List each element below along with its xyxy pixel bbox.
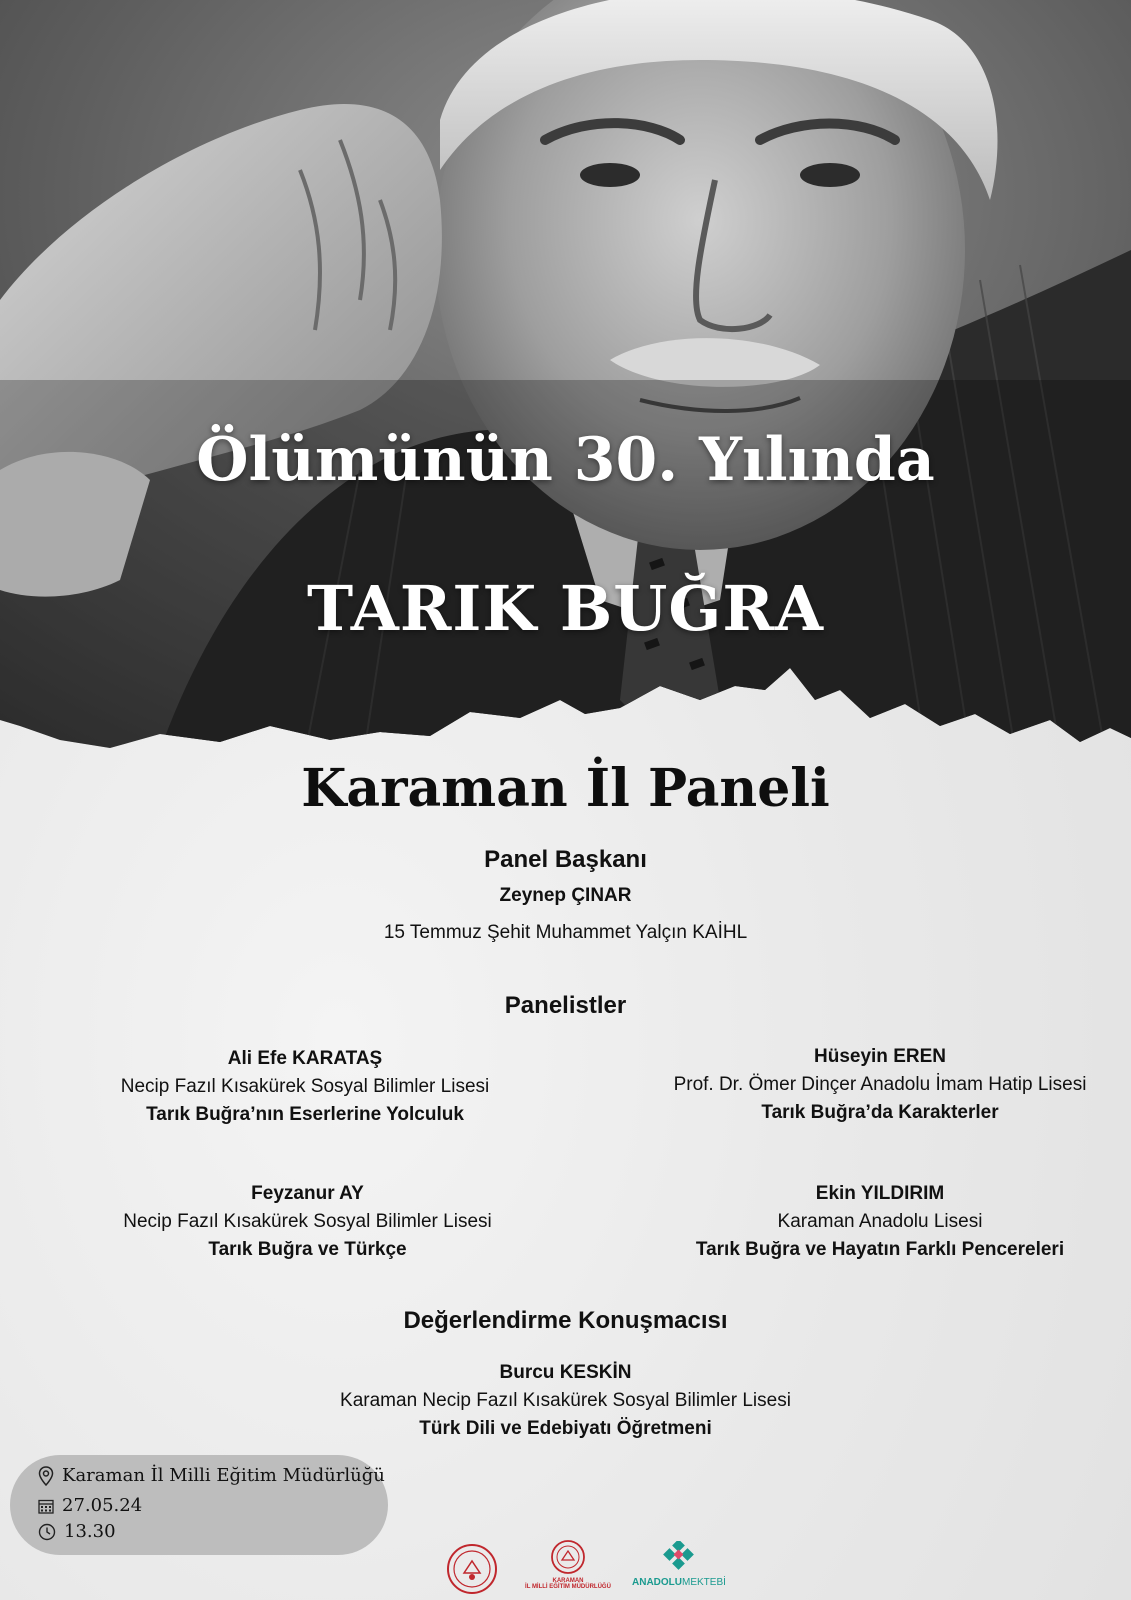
evaluator-role: Türk Dili ve Edebiyatı Öğretmeni bbox=[419, 1418, 712, 1439]
panelist-topic: Tarık Buğra ve Hayatın Farklı Pencereleri bbox=[695, 1239, 1065, 1260]
anadolu-wordmark-light: MEKTEBİ bbox=[682, 1577, 726, 1588]
panelist-name: Ali Efe KARATAŞ bbox=[227, 1048, 383, 1069]
panelist-school: Prof. Dr. Ömer Dinçer Anadolu İmam Hatip Lisesi bbox=[673, 1074, 1087, 1095]
location-row bbox=[38, 1465, 385, 1486]
date-row bbox=[38, 1495, 142, 1516]
panelist-school: Necip Fazıl Kısakürek Sosyal Bilimler Lisesi bbox=[120, 1076, 490, 1097]
date-text: 27.05.24 bbox=[62, 1495, 143, 1516]
calendar-icon bbox=[38, 1498, 54, 1514]
location-text: Karaman İl Milli Eğitim Müdürlüğü bbox=[62, 1465, 385, 1486]
panel-title: Karaman İl Paneli bbox=[301, 758, 830, 819]
time-text: 13.30 bbox=[64, 1521, 116, 1542]
panelist-school: Necip Fazıl Kısakürek Sosyal Bilimler Lisesi bbox=[123, 1211, 492, 1232]
panelist-school: Karaman Anadolu Lisesi bbox=[777, 1211, 983, 1232]
meb-emblem-icon bbox=[446, 1543, 498, 1595]
anadolu-wordmark-bold: ANADOLU bbox=[632, 1577, 682, 1588]
panelist-name: Hüseyin EREN bbox=[814, 1046, 946, 1067]
evaluator-name: Burcu KESKİN bbox=[499, 1362, 632, 1383]
logo-strip bbox=[0, 1535, 1131, 1600]
panelist-topic: Tarık Buğra’nın Eserlerine Yolculuk bbox=[146, 1104, 464, 1125]
karaman-meb-emblem-icon bbox=[550, 1539, 586, 1575]
portrait-photo bbox=[0, 0, 1131, 780]
panelist-topic: Tarık Buğra’da Karakterler bbox=[761, 1102, 999, 1123]
anadolu-mektebi-wordmark bbox=[632, 1577, 726, 1588]
chair-heading: Panel Başkanı bbox=[484, 846, 647, 873]
karaman-meb-caption bbox=[515, 1578, 621, 1590]
karaman-meb-caption-line2: İL MİLLİ EĞİTİM MÜDÜRLÜĞÜ bbox=[525, 1584, 611, 1590]
chair-school: 15 Temmuz Şehit Muhammet Yalçın KAİHL bbox=[383, 922, 748, 943]
panelist-name: Ekin YILDIRIM bbox=[815, 1183, 945, 1204]
karaman-meb-caption-line1: KARAMAN bbox=[552, 1578, 584, 1584]
chair-name: Zeynep ÇINAR bbox=[499, 885, 632, 906]
location-pin-icon bbox=[38, 1466, 54, 1486]
panelist-topic: Tarık Buğra ve Türkçe bbox=[208, 1239, 407, 1260]
anadolu-mektebi-logo-icon bbox=[662, 1541, 696, 1571]
panelists-heading: Panelistler bbox=[504, 992, 627, 1019]
hero-title: TARIK BUĞRA bbox=[307, 572, 824, 645]
evaluator-heading: Değerlendirme Konuşmacısı bbox=[403, 1307, 728, 1334]
hero-subtitle: Ölümünün 30. Yılında bbox=[196, 425, 935, 495]
evaluator-school: Karaman Necip Fazıl Kısakürek Sosyal Bilimler Lisesi bbox=[340, 1390, 791, 1411]
panelist-name: Feyzanur AY bbox=[251, 1183, 364, 1204]
